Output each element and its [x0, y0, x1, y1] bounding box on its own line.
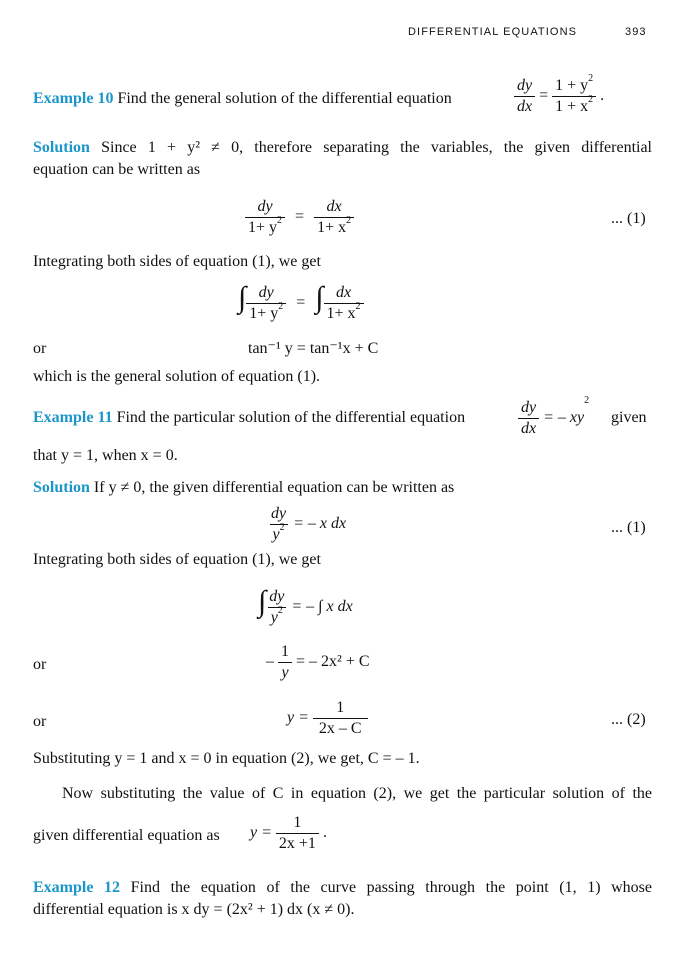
example-11-question: Example 11 Find the particular solution of the differential equation	[33, 409, 466, 426]
or-label: or	[33, 340, 47, 357]
given-word: given	[611, 409, 647, 426]
example-12-line-2: differential equation is x dy = (2x² + 1) dx (x ≠ 0).	[33, 901, 355, 918]
integral-equation-ex11: ∫ $\frac{dy}{y^2}$ = – ∫ x dx	[258, 585, 353, 626]
example-10-question-text: Find the general solution of the differential equation	[117, 90, 452, 107]
or-label-2: or	[33, 656, 47, 673]
equation-1-separated: $\frac{dy}{1+ y^2}$ = $\frac{dx}{1+ x^2}$	[245, 197, 354, 238]
running-title: DIFFERENTIAL EQUATIONS	[408, 26, 578, 38]
substituting-text: Substituting y = 1 and x = 0 in equation (2), we get, C = – 1.	[33, 750, 420, 767]
integrating-text-ex11: Integrating both sides of equation (1), we get	[33, 551, 321, 568]
example-10-question	[33, 88, 452, 110]
page-number: 393	[625, 26, 647, 38]
example-10-label: Example 10	[33, 90, 114, 107]
example-10-solution-line-2: equation can be written as	[33, 161, 201, 178]
example-11-equation: $\frac{dy}{dx}$ = – $xy^2$	[518, 398, 589, 439]
example-12-label: Example 12	[33, 879, 121, 896]
equation-1-ex11: $\frac{dy}{y^2}$ = – x dx	[271, 505, 347, 543]
tan-result: tan⁻¹ y = tan⁻¹x + C	[248, 340, 379, 357]
reciprocal-step: – $\frac{1}{y}$ = – 2x² + C	[266, 643, 370, 681]
example-11-condition: that y = 1, when x = 0.	[33, 447, 178, 464]
solution-label: Solution	[33, 139, 90, 156]
integral-equation: ∫ $\frac{dy}{1+ y^2}$ = ∫ $\frac{dx}{1+ x^2}$	[238, 283, 364, 324]
equation-number-1: ... (1)	[611, 210, 646, 227]
example-12-line-1: Example 12 Find the equation of the curve passing through the point (1, 1) whose	[33, 879, 653, 896]
now-substituting-line-1: Now substituting the value of C in equation (2), we get the particular solution of the	[62, 785, 652, 802]
final-particular-solution: y = $\frac{1}{2x +1}$ .	[250, 814, 327, 852]
example-10-solution-line-1: Solution Since 1 + y² ≠ 0, therefore separating the variables, the given differential	[33, 139, 653, 156]
example-10-equation: $\frac{dy}{dx}$ = $\frac{1 + y^2}{1 + x^2}$ .	[514, 76, 604, 117]
equation-number-2: ... (2)	[611, 711, 646, 728]
equation-2: y = $\frac{1}{2x - C}$	[287, 698, 368, 739]
now-substituting-line-2: given differential equation as	[33, 827, 220, 844]
example-11-label: Example 11	[33, 409, 113, 426]
equation-number-1-ex11: ... (1)	[611, 519, 646, 536]
example-10-conclusion: which is the general solution of equation (1).	[33, 368, 321, 385]
integrating-text: Integrating both sides of equation (1), we get	[33, 253, 321, 270]
example-11-solution: Solution If y ≠ 0, the given differential equation can be written as	[33, 479, 455, 496]
solution-label: Solution	[33, 479, 90, 496]
or-label-3: or	[33, 713, 47, 730]
